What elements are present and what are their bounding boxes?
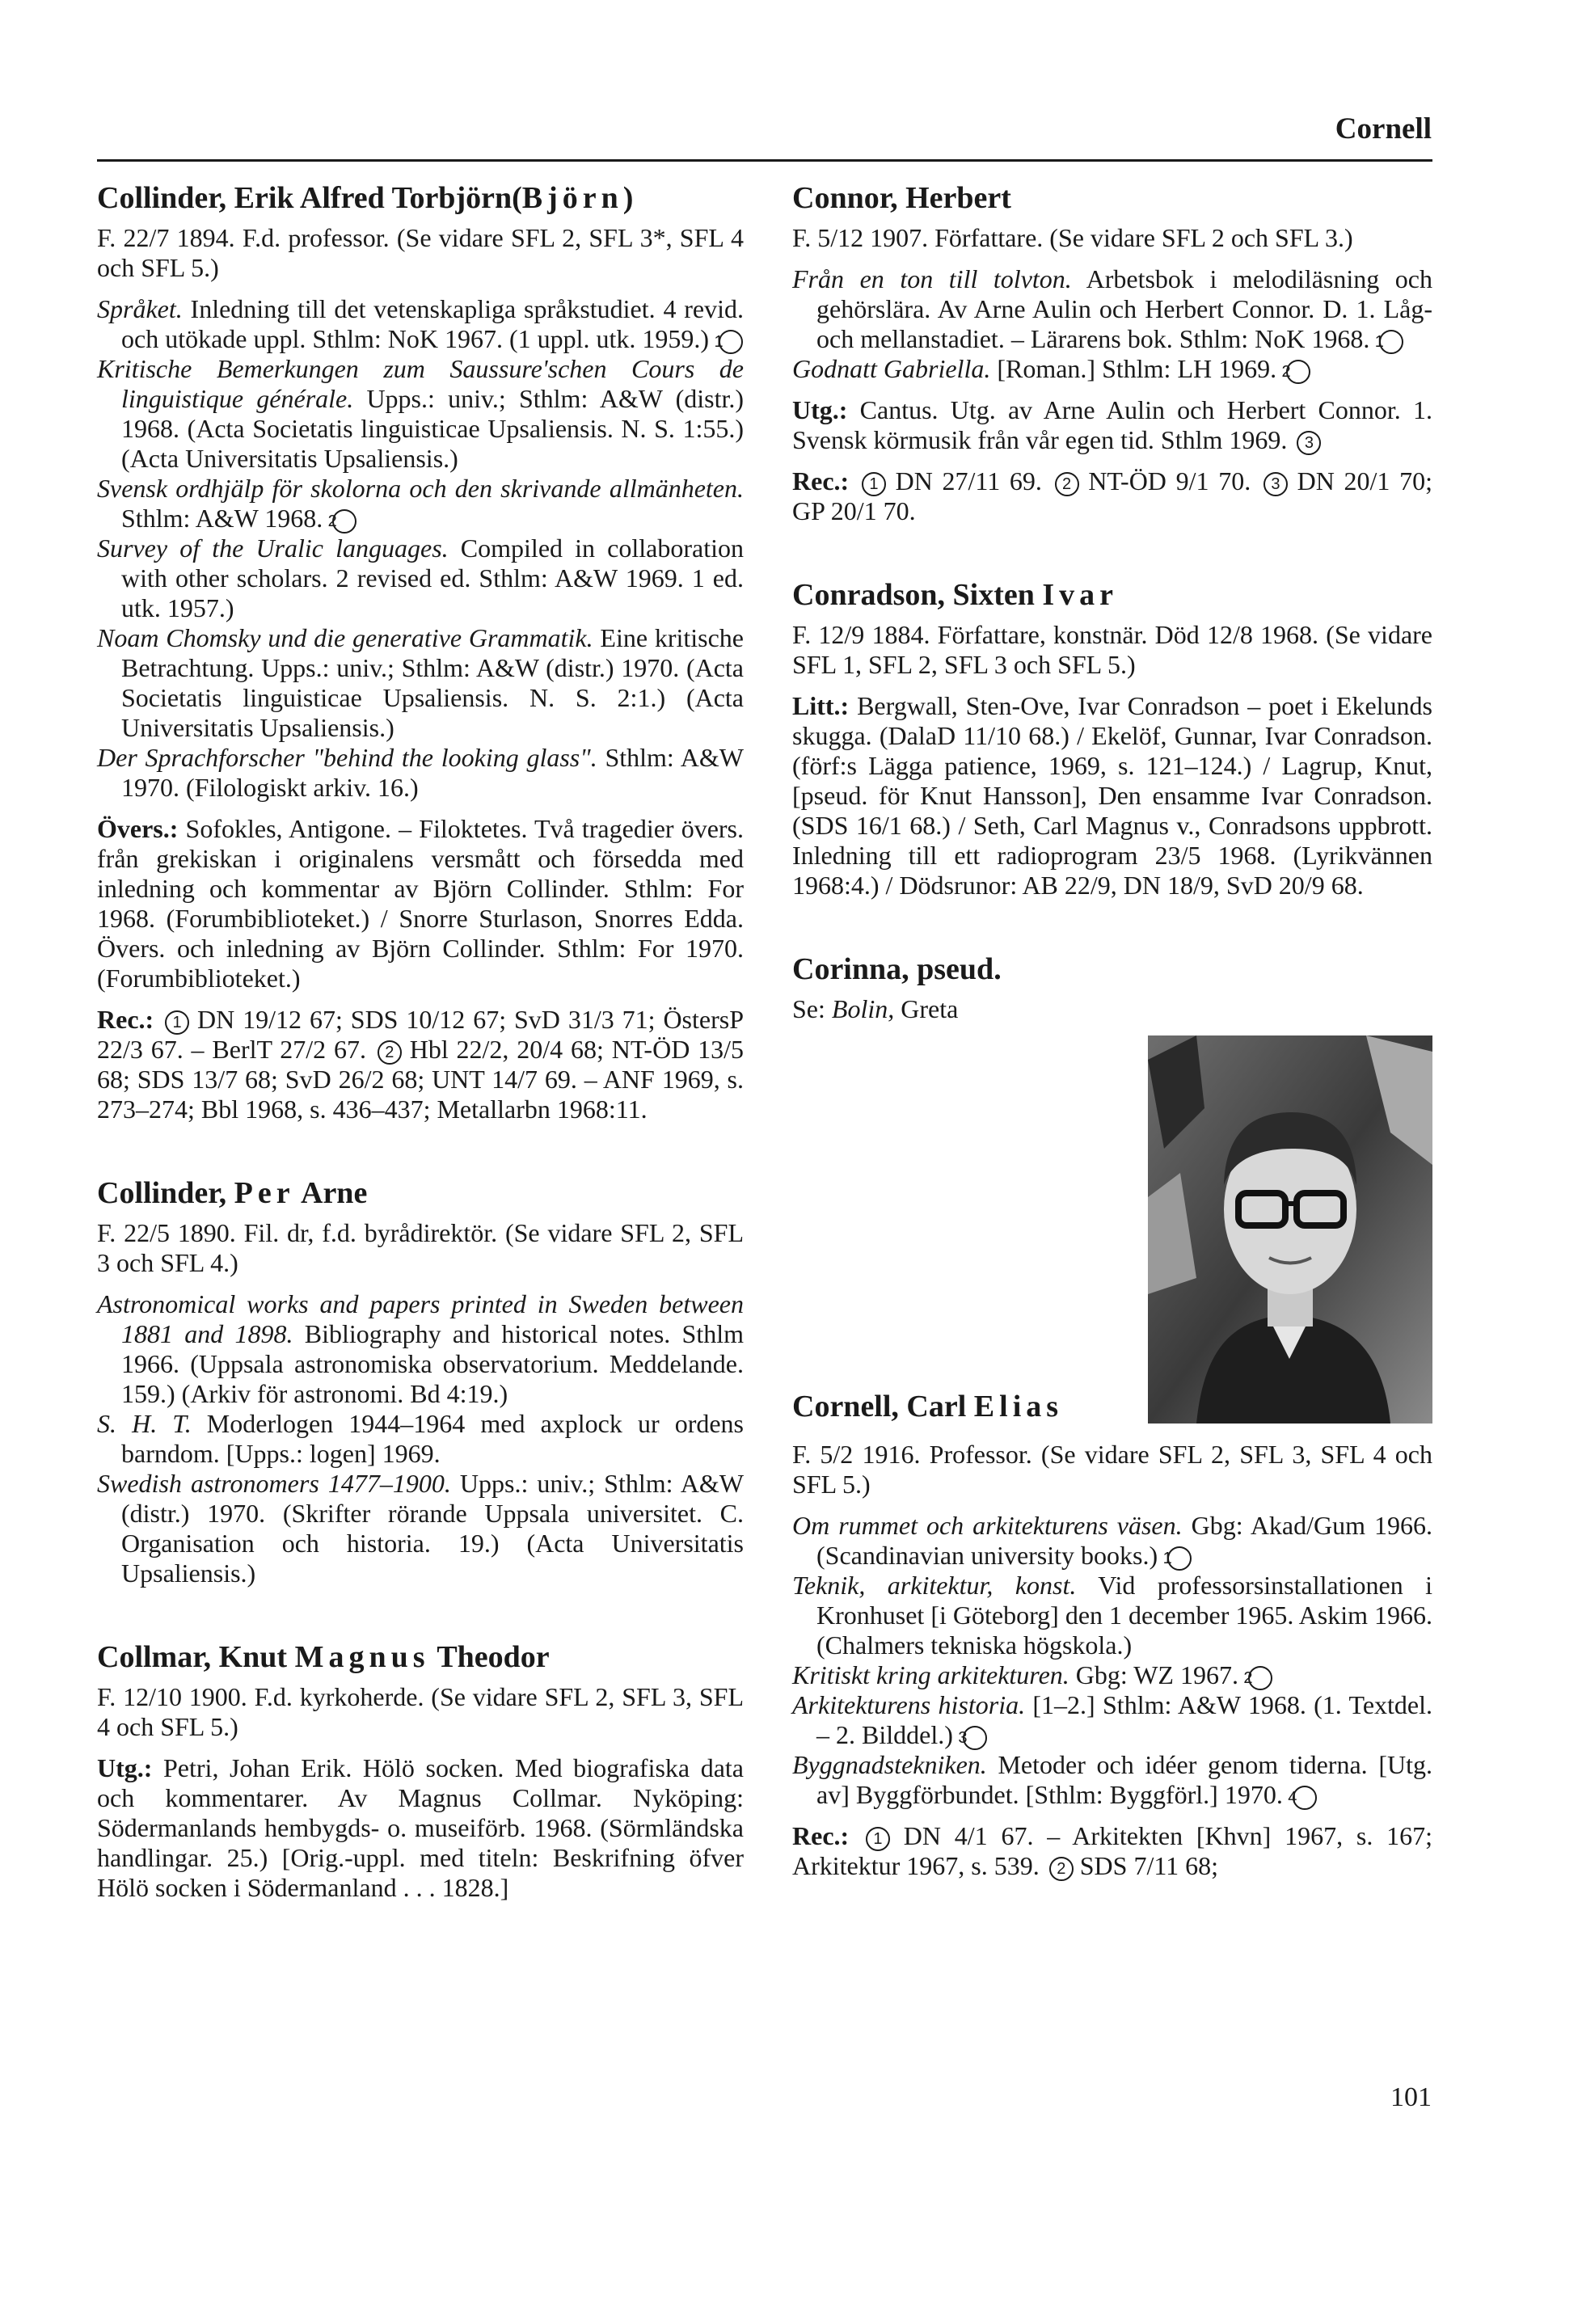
entry-heading [792,1388,1063,1425]
see-surname: Bolin, [831,994,895,1023]
work-item [97,474,744,534]
see-prefix: Se: [792,994,832,1023]
work-text: Inledning till det vetenskapliga språkstudiet. 4 revid. och utökade uppl. Sthlm: NoK 1967. (1 uppl. utk. 1959.) [121,294,744,353]
circled-number: 1 [866,1827,890,1851]
entry-heading [97,1639,744,1676]
see-reference [792,994,1432,1024]
reviews-label: Rec.: [97,1005,154,1034]
heading-spaced-name: Ivar [1042,578,1118,612]
circled-number: 3 [1297,431,1321,455]
reviews [792,466,1432,526]
work-title: Svensk ordhjälp för skolorna och den skrivande allmänheten. [97,474,744,503]
circled-number: 1 [862,472,886,496]
work-title: Kritische Bemerkungen zum Saussure'schen Cours de linguistique générale. [97,354,744,413]
heading-spaced-name: Elias [973,1390,1064,1424]
reviews-text: DN 20/1 70; GP 20/1 70. [792,466,1433,525]
entry-corinna [792,951,1432,1024]
heading-spaced-name: Magnus [294,1640,430,1674]
work-item [792,1690,1432,1750]
header-rule [97,159,1432,162]
work-text: Arbetsbok i melodiläsning och gehörslära. Av Arne Aulin och Herbert Connor. D. 1. Låg- och mellanstadiet. – Lärarens bok. Sthlm: NoK 1968. [816,264,1433,353]
editions [792,395,1432,455]
work-item [97,1289,744,1409]
see-forename: Greta [894,994,959,1023]
heading-spaced-name: Per [234,1176,295,1210]
page-number: 101 [1390,2082,1432,2112]
reviews [792,1821,1432,1881]
work-item [97,1469,744,1588]
work-text: Bibliography and historical notes. Sthlm 1966. (Uppsala astronomiska observatorium. Meddelande. 159.) (Arkiv för astronomi. Bd 4:19.) [121,1319,745,1408]
work-item [792,1660,1432,1690]
entry-bio: F. 22/7 1894. F.d. professor. (Se vidare SFL 2, SFL 3*, SFL 4 och SFL 5.) [97,223,744,282]
work-text: [1–2.] Sthlm: A&W 1968. (1. Textdel. – 2. Bilddel.) [816,1690,1433,1749]
work-text: Upps.: univ.; Sthlm: A&W (distr.) 1970. (Skrifter rörande Uppsala universitet. C. Organisation och historia. 19.) (Acta Universitatis Upsaliensis.) [121,1469,744,1588]
editions-text: Cantus. Utg. av Arne Aulin och Herbert Connor. 1. Svensk körmusik från vår egen tid. Sthlm 1969. [792,395,1432,454]
work-title: Swedish astronomers 1477–1900. [97,1469,451,1498]
entry-heading [792,576,1432,614]
work-item [792,1511,1432,1571]
work-title: Byggnadstekniken. [792,1750,987,1779]
entry-bio: F. 5/2 1916. Professor. (Se vidare SFL 2, SFL 3, SFL 4 och SFL 5.) [792,1440,1432,1499]
translations [97,814,744,993]
work-text: Sthlm: A&W 1968. [121,504,323,533]
work-text: Vid professorsinstallationen i Kronhuset [i Göteborg] den 1 december 1965. Askim 1966. (Chalmers tekniska högskola.) [816,1571,1433,1660]
work-title: Noam Chomsky und die generative Grammatik. [97,623,593,652]
work-title: Kritiskt kring arkitekturen. [792,1660,1069,1689]
heading-name: Conradson, Sixten [792,578,1043,612]
entry-heading [97,1175,744,1212]
work-item [97,294,744,354]
editions [97,1753,744,1903]
entry-heading: Corinna, pseud. [792,952,1002,986]
heading-spaced-name: Björn [521,181,623,215]
work-text: Gbg: Akad/Gum 1966. (Scandinavian university books.) [816,1511,1433,1570]
literature-label: Litt.: [792,691,850,720]
entry-connor [792,179,1432,526]
heading-name: Collinder, Erik Alfred Torbjörn( [97,181,522,215]
work-item [792,264,1432,354]
work-item [792,1571,1432,1660]
work-text: Moderlogen 1944–1964 med axplock ur ordens barndom. [Upps.: logen] 1969. [121,1409,745,1468]
circled-number: 2 [1055,472,1079,496]
work-title: Arkitekturens historia. [792,1690,1026,1719]
entry-bio: F. 22/5 1890. Fil. dr, f.d. byrådirektör. (Se vidare SFL 2, SFL 3 och SFL 4.) [97,1218,744,1277]
work-item [97,743,744,803]
heading-name-end: ) [622,181,634,215]
work-item [97,534,744,623]
literature [792,691,1432,900]
entry-collinder-erik [97,179,744,1124]
reviews-text: Hbl 22/2, 20/4 68; NT-ÖD 13/5 68; SDS 13/7 68; SvD 26/2 68; UNT 14/7 69. – ANF 1969, s. 273–274; Bbl 1968, s. 436–437; Metallarbn 1968:11. [97,1035,745,1124]
portrait-block [792,1035,1432,1432]
work-item [97,1409,744,1469]
circled-number: 2 [332,509,356,534]
work-text: [Roman.] Sthlm: LH 1969. [990,354,1277,383]
circled-number: 1 [165,1010,189,1035]
circled-number: 3 [963,1726,987,1750]
editions-label: Utg.: [97,1753,153,1782]
reviews-text: DN 4/1 67. – Arkitekten [Khvn] 1967, s. 167; Arkitektur 1967, s. 539. [792,1821,1433,1880]
work-text: Upps.: univ.; Sthlm: A&W (distr.) 1968. (Acta Societatis linguisticae Upsaliensis. N. S. 1:55.) (Acta Universitatis Upsaliensis.) [121,384,744,473]
entry-conradson [792,576,1432,900]
heading-name: Collinder, [97,1176,234,1210]
works-list [97,1289,744,1588]
work-text: Sthlm: A&W 1970. (Filologiskt arkiv. 16.) [121,743,745,802]
entry-heading [97,179,744,217]
portrait-photo [1148,1035,1432,1424]
work-title: Språket. [97,294,183,323]
work-title: Astronomical works and papers printed in Sweden between 1881 and 1898. [97,1289,744,1348]
work-title: Från en ton till tolvton. [792,264,1072,293]
entry-collinder-per [97,1175,744,1588]
circled-number: 1 [1379,330,1403,354]
left-column [97,179,744,1953]
works-list [97,294,744,803]
work-title: Om rummet och arkitekturens väsen. [792,1511,1183,1540]
reviews [97,1005,744,1124]
circled-number: 2 [1286,360,1310,384]
work-text: Metoder och idéer genom tiderna. [Utg. av] Byggförbundet. [Sthlm: Byggförl.] 1970. [816,1750,1432,1809]
entry-cornell [792,1440,1432,1881]
works-list [792,1511,1432,1810]
editions-label: Utg.: [792,395,848,424]
circled-number: 1 [719,330,743,354]
circled-number: 3 [1263,472,1288,496]
work-text: Compiled in collaboration with other scholars. 2 revised ed. Sthlm: A&W 1969. 1 ed. utk. 1957.) [121,534,745,622]
entry-bio: F. 5/12 1907. Författare. (Se vidare SFL 2 och SFL 3.) [792,223,1353,252]
circled-number: 4 [1293,1786,1317,1810]
entry-heading: Connor, Herbert [792,181,1011,215]
work-title: S. H. T. [97,1409,192,1438]
work-text: Gbg: WZ 1967. [1069,1660,1238,1689]
running-head: Cornell [1335,112,1432,146]
work-item [792,354,1432,384]
work-text: Eine kritische Betrachtung. Upps.: univ.; Sthlm: A&W (distr.) 1970. (Acta Societatis linguisticae Upsaliensis. N. S. 2:1.) (Acta Universitatis Upsaliensis.) [121,623,745,742]
heading-name-end: Theodor [429,1640,550,1674]
work-item [792,1750,1432,1810]
reviews-label: Rec.: [792,466,850,496]
work-title: Der Sprachforscher "behind the looking glass". [97,743,597,772]
translations-text: Sofokles, Antigone. – Filoktetes. Två tragedier övers. från grekiskan i originalens versmått och försedda med inledning och kommentar av Björn Collinder. Sthlm: For 1968. (Forumbiblioteket.) / Snorre Sturlason, Snorres Edda. Övers. och inledning av Björn Collinder. Sthlm: For 1970. (Forumbiblioteket.) [97,814,744,993]
works-list [792,264,1432,384]
reviews-text: DN 27/11 69. [895,466,1042,496]
right-column [792,179,1432,1931]
work-title: Teknik, arkitektur, konst. [792,1571,1077,1600]
heading-name-end: Arne [294,1176,368,1210]
circled-number: 2 [378,1040,402,1065]
editions-text: Petri, Johan Erik. Hölö socken. Med biografiska data och kommentarer. Av Magnus Collmar. Nyköping: Södermanlands hembygds- o. museiförb. 1968. (Sörmländska handlingar. 25.) [Orig.-uppl. med titeln: Beskrifning öfver Hölö socken i Södermanland . . . 1828.] [97,1753,744,1902]
entry-collmar [97,1639,744,1903]
work-item [97,623,744,743]
reviews-text: SDS 7/11 68; [1079,1851,1219,1880]
entry-bio: F. 12/10 1900. F.d. kyrkoherde. (Se vidare SFL 2, SFL 3, SFL 4 och SFL 5.) [97,1682,744,1741]
heading-name: Cornell, Carl [792,1390,974,1424]
work-title: Survey of the Uralic languages. [97,534,449,563]
circled-number: 1 [1167,1546,1192,1571]
reviews-text: NT-ÖD 9/1 70. [1088,466,1251,496]
entry-bio: F. 12/9 1884. Författare, konstnär. Död 12/8 1968. (Se vidare SFL 1, SFL 2, SFL 3 och SFL 5.) [792,620,1432,679]
circled-number: 2 [1248,1666,1272,1690]
work-item [97,354,744,474]
work-title: Godnatt Gabriella. [792,354,991,383]
circled-number: 2 [1049,1857,1074,1881]
reviews-text: DN 19/12 67; SDS 10/12 67; SvD 31/3 71; ÖstersP 22/3 67. – BerlT 27/2 67. [97,1005,745,1064]
translations-label: Övers.: [97,814,179,843]
reviews-label: Rec.: [792,1821,850,1850]
heading-name: Collmar, Knut [97,1640,295,1674]
literature-text: Bergwall, Sten-Ove, Ivar Conradson – poet i Ekelunds skugga. (DalaD 11/10 68.) / Ekelöf, Gunnar, Ivar Conradson. (förf:s Lägga patience, 1969, s. 121–124.) / Lagrup, Knut, [pseud. för Knut Hansson], Den ensamme Ivar Conradson. (SDS 16/1 68.) / Seth, Carl Magnus v., Conradsons uppbrott. Inledning till ett radioprogram 23/5 1968. (Lyrikvännen 1968:4.) / Dödsrunor: AB 22/9, DN 18/9, SvD 20/9 68. [792,691,1432,900]
